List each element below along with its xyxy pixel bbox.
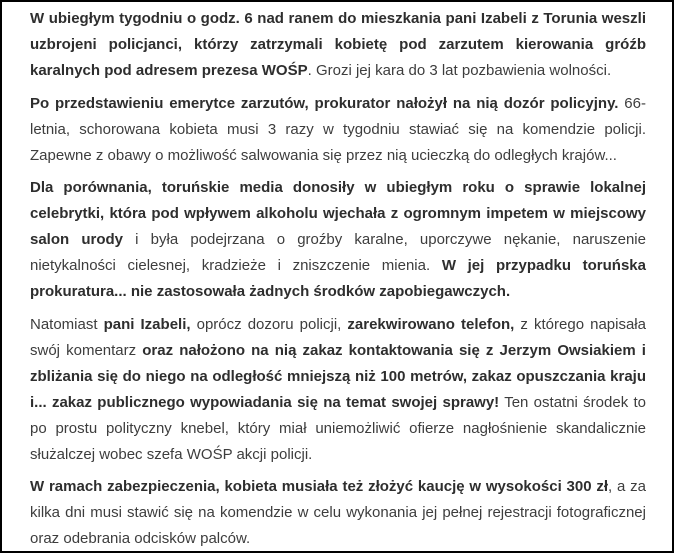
text-run: . Grozi jej kara do 3 lat pozbawienia wolności. — [307, 61, 612, 79]
paragraph — [30, 312, 646, 467]
text-run-bold: W ubiegłym tygodniu o godz. 6 nad ranem do mieszkania pani Izabeli z Torunia weszli uzbrojeni policjanci, którzy zatrzymali kobietę pod zarzutem kierowania gróźb karalnych pod adresem prezesa WOŚP — [30, 10, 646, 79]
paragraph — [30, 6, 646, 84]
text-run: Natomiast — [30, 315, 104, 333]
text-run-bold: W jej przypadku toruńska prokuratura... nie zastosowała żadnych środków zapobiegawczych. — [30, 257, 646, 301]
text-run-bold: W ramach zabezpieczenia, kobieta musiała też złożyć kaucję w wysokości 300 zł — [30, 478, 609, 496]
text-run: Ten ostatni środek to po prostu polityczny knebel, który miał uniemożliwić ofierze nagłośnienie skandalicznie służalczej wobec szefa WOŚP akcji policji. — [30, 393, 646, 463]
text-run-bold: pani Izabeli, — [103, 315, 191, 333]
text-run-bold: Dla porównania, toruńskie media donosiły w ubiegłym roku o sprawie lokalnej celebrytki, która pod wpływem alkoholu wjechała z ogromnym impetem w miejscowy salon urody — [30, 179, 646, 249]
text-run: 66-letnia, schorowana kobieta musi 3 razy w tygodniu stawiać się na komendzie policji. Zapewne z obawy o możliwość salwowania się przez nią ucieczką do odległych krajów... — [30, 94, 646, 164]
text-run: i była podejrzana o groźby karalne, uporczywe nękanie, naruszenie nietykalności cielesnej, kradzieże i zniszczenie mienia. — [30, 231, 646, 275]
text-run-bold: Po przedstawieniu emerytce zarzutów, prokurator nałożył na nią dozór policyjny. — [30, 94, 619, 112]
paragraph — [30, 474, 646, 552]
text-run-bold: oraz nałożono na nią zakaz kontaktowania się z Jerzym Owsiakiem i zbliżania się do niego na odległość mniejszą niż 100 metrów, zakaz opuszczania kraju i... zakaz publicznego wypowiadania się na temat swojej sprawy! — [30, 341, 646, 411]
text-run: z którego napisała swój komentarz — [30, 315, 646, 359]
text-run: , a za kilka dni musi stawić się na komendzie w celu wykonania jej pełnej rejestracji fotograficznej oraz odebrania odcisków palców. — [30, 478, 647, 548]
paragraph — [30, 91, 646, 169]
paragraph — [30, 175, 646, 305]
article-body — [30, 6, 646, 552]
text-run-bold: zarekwirowano telefon, — [347, 315, 515, 333]
text-run: oprócz dozoru policji, — [190, 315, 348, 333]
